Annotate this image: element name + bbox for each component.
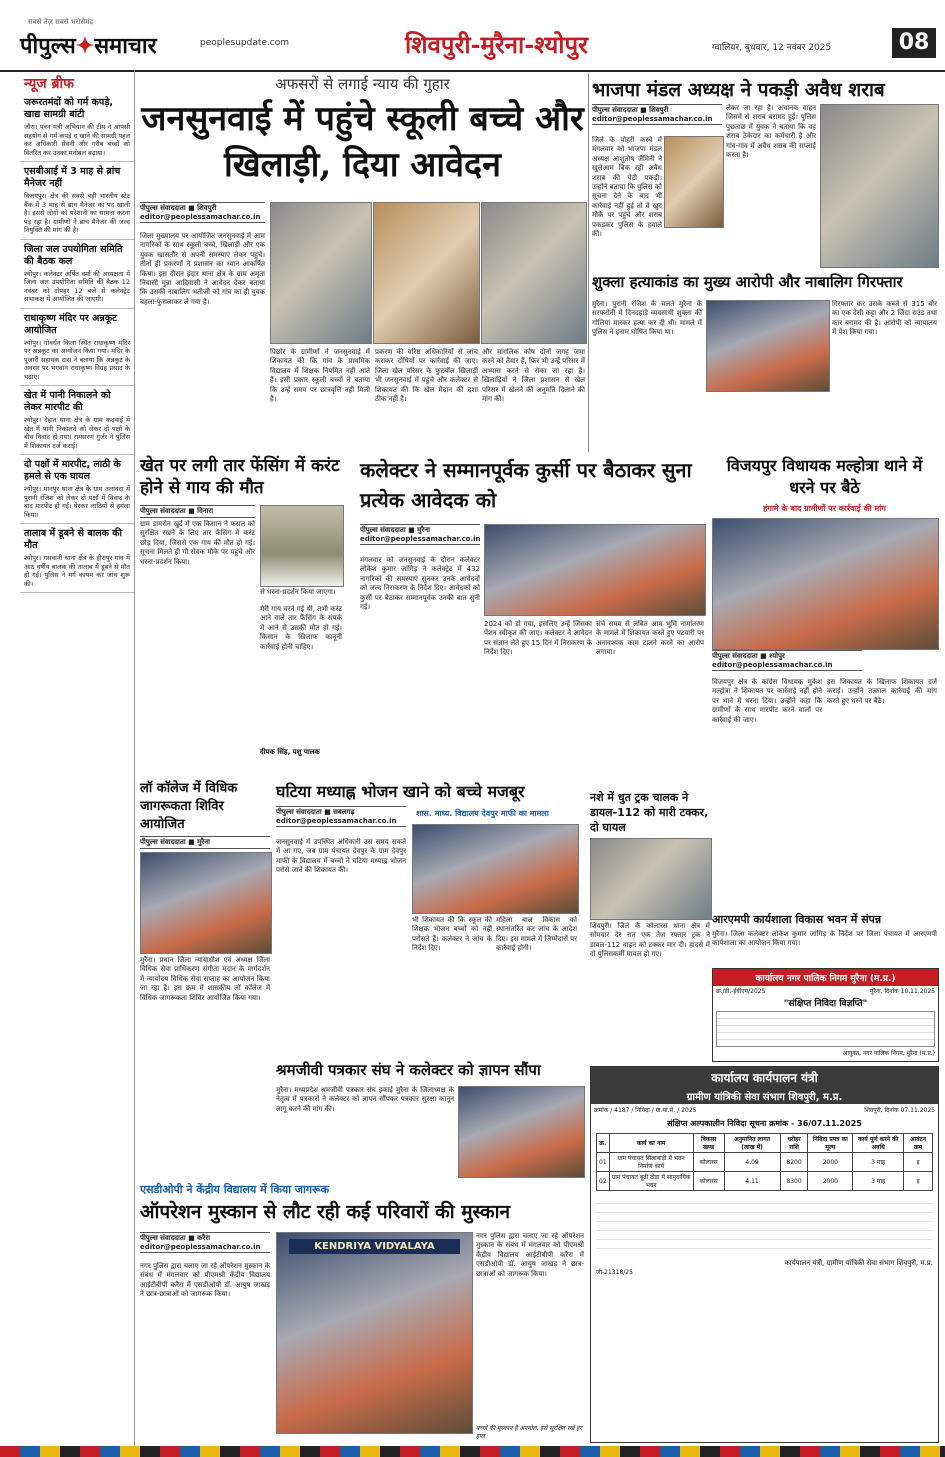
- kv-text-2: नगर पुलिस द्वारा चलाए जा रहे ऑपरेशन मुस्कान के संबंध में मंगलवार को पीएमश्री केंद्रीय विद्यालय आईटीबीपी करैरा में एसडीओपी डॉ. आयुष जाखड़ ने छात्र-छात्राओं को जागरूक किया।: [476, 1232, 584, 1278]
- brief-item-headline: तालाब में डूबने से बालक की मौत: [24, 528, 122, 551]
- brief-item-headline: एसबीआई में 3 माह से ब्रांच मैनेजर नहीं: [24, 166, 121, 189]
- farm-caption: से धरना-प्रदर्शन किया जाएगा।: [260, 588, 336, 596]
- brief-item-headline: जिला जल उपयोगिता समिति की बैठक कल: [24, 243, 123, 267]
- tender-notice-rural: [590, 1066, 939, 1443]
- tender2-table-body: [597, 1153, 933, 1191]
- tender2-conditions: [596, 1195, 933, 1255]
- brief-item: [20, 390, 134, 455]
- tender2-cell: ग्राम पंचायत बूढ़ी टोडा में सामुदायिक भवन: [609, 1172, 693, 1191]
- tender2-cell: 4.09: [724, 1153, 780, 1172]
- kv-footnote: बच्चों की मुस्कान है अनमोल, इसे सुरक्षित रखें हर हाल: [476, 1425, 582, 1440]
- rmp-text: मुरैना। जिला कलेक्टर लोकेश कुमार जांगिड़ के निर्देश पर जिला पंचायत में आरएमपी कार्यशाला का आयोजन किया गया।: [712, 930, 937, 948]
- law-headline: लॉ कॉलेज में विधिक जागरूकता शिविर आयोजित: [140, 781, 238, 832]
- tender1-ref-row: [713, 986, 938, 996]
- bjp-byline: पीपुल्स संवाददाता ■ शिवपुरी editor@peoplessamachar.co.in: [592, 104, 722, 125]
- truck-accident-photo: [590, 838, 712, 920]
- tender2-cell: कोलारस: [693, 1153, 724, 1172]
- collector-text-3: संचे समय से लंबित आम भूमि नामांतरण के मामले में शिकायत करते हुए पटवारी पर अनावश्यक काम टालने करने का आरोप लगाया।: [596, 620, 704, 657]
- collector-text: मंगलवार को जनसुनवाई के दौरान कलेक्टर लोकेश कुमार जांगिड़ ने कलेक्ट्रेट में 432 नागरिकों की समस्याएं सुनकर उनके आवेदनों को जल्द निराकरण के निर्देश दिए। आवेदकों को कुर्सी पर बैठाकर सम्मानपूर्वक उनकी बात सुनी गई।: [360, 556, 480, 612]
- tender2-dept: ग्रामीण यांत्रिकी सेवा संभाग शिवपुरी, म.प्र.: [591, 1088, 938, 1104]
- mla-byline: पीपुल्स संवाददाता ■ श्योपुर editor@peoplessamachar.co.in: [712, 650, 862, 671]
- kv-headline: ऑपरेशन मुस्कान से लौट रही कई परिवारों की मुस्कान: [140, 1201, 511, 1223]
- brief-item-headline: खेत में पानी निकालने को लेकर मारपीट की: [24, 390, 111, 413]
- tender2-cell: 8200: [780, 1153, 808, 1172]
- collector-headline: कलेक्टर ने सम्मानपूर्वक कुर्सी पर बैठाकर सुना प्रत्येक आवेदक को: [360, 458, 692, 512]
- farm-quote: मेरी गाय चरने गई थी, तभी करंट आने वाले तार फैंसिंग के संपर्क में आने से उसकी मौत हो गई। किसान के खिलाफ कानूनी कार्रवाई होनी चाहिए।: [260, 605, 342, 651]
- tender2-cell: इ: [904, 1172, 933, 1191]
- tender2-header-cell: आवंटन क्रम: [904, 1134, 933, 1153]
- collector-byline: पीपुल्स संवाददाता ■ मुरैना editor@peoplessamachar.co.in: [360, 526, 481, 543]
- brief-item-headline: जरूरतमंदों को गर्म कपड़े, खाद्य सामग्री बांटी: [24, 97, 114, 120]
- collector-text-2: 2024 को डो गया, इसलिए उन्हें जिसका पेंशन स्वीकृत की जाए। कलेक्टर ने आवेदन पर संज्ञान लेते हुए 15 दिन में निराकरण के निर्देश दिए।: [484, 620, 592, 657]
- kv-kicker: एसडीओपी ने केंद्रीय विद्यालय में किया जागरूक: [140, 1183, 330, 1196]
- brief-item-text: श्योपुर। कलेक्टर अर्पित वर्मा की अध्यक्षता में जिला जल उपयोगिता समिति की बैठक 12 नवंबर को दोपहर 12 बजे से कलेक्ट्रेट सभाकक्ष में आयोजित की जाएगी।: [24, 269, 130, 303]
- tender2-table: [596, 1133, 933, 1191]
- bjp-text: जिले के पोहरी कस्बे में मंगलवार को भाजपा मंडल अध्यक्ष आशुतोष जैमिनी ने खुलेआम बिक रही अवैध शराब की पेटी पकड़ी। उन्होंने बताया कि पुलिस को सूचना देने के बाद भी कार्रवाई नहीं हुई तो वे खुद मौके पर पहुंचे और शराब पकड़कर पुलिस के हवाले की।: [592, 136, 662, 239]
- newspaper-logo: पीपुल्स✦समाचार: [20, 33, 157, 59]
- lead-photo-kids: [270, 202, 372, 344]
- tender1-table: [716, 1011, 935, 1047]
- tender2-ref-row: [591, 1104, 938, 1116]
- meal-text-2: भी शिकायत की कि स्कूल की शिक्षक भोजन बच्चों को नहीं परोसते हैं। कलेक्टर ने जांच के निर्देश दिए।: [412, 916, 492, 953]
- lead-photo-applicants: [481, 202, 587, 344]
- meal-text-3: महिला बाल विकास को स्थानांतरित कर जांच के आदेश दिए। इस मामले में जिम्मेदारों पर कार्रवाई होगी।: [496, 916, 577, 953]
- lead-text-2: पिछोर के ग्रामीणों ने जनसुनवाई में शिकायत की कि गांव के प्राथमिक विद्यालय में शिक्षक नियमित नहीं आते हैं। इसी प्रकार स्कूली बच्चों ने बताया कि उन्हें समय पर छात्रवृत्ति नहीं मिली है।: [270, 348, 370, 404]
- tender1-ref: क्र./डी.-ईवीएम/2025: [716, 988, 766, 995]
- lead-kicker: अफसरों से लगाई न्याय की गुहार: [275, 75, 450, 93]
- tender2-header-cell: कार्य का नाम: [609, 1134, 693, 1153]
- kv-sign: KENDRIYA VIDYALAYA: [289, 1239, 460, 1254]
- farm-cow-photo: [260, 505, 344, 587]
- brief-item-text: श्योपुर। मानपुर थाना क्षेत्र के ग्राम तलावदा में पुरानी रंजिश को लेकर दो पक्षों में विवाद के बाद मारपीट हो गई। घेरकर लाठियों से हमला किया।: [24, 485, 130, 519]
- journalist-text: मुरैना। मध्यप्रदेश श्रमजीवी पत्रकार संघ इकाई मुरैना के जिलाध्यक्ष के नेतृत्व में पत्रकारों ने कलेक्टर को ज्ञापन सौंपकर पत्रकार सुरक्षा कानून लागू करने की मांग की।: [276, 1086, 454, 1113]
- bjp-headline: भाजपा मंडल अध्यक्ष ने पकड़ी अवैध शराब: [592, 79, 885, 101]
- brief-item-headline: राधाकृष्ण मंदिर पर अन्नकूट आयोजित: [24, 312, 117, 336]
- news-brief-list: [20, 97, 134, 593]
- tender2-jd: जी-21318/25: [596, 1269, 633, 1276]
- tender2-cell: ग्राम पंचायत सिलाबाड़ी में भवन निर्माण कार्य: [609, 1153, 693, 1172]
- tender2-header-cell: विकास खण्ड: [693, 1134, 724, 1153]
- tender2-cell: 01: [597, 1153, 610, 1172]
- tender2-cell: 3 माह: [853, 1172, 904, 1191]
- brief-item-text: जौरा। पवन मंत्री अभियान की टीम ने आपसी सहयोग से गर्म कपड़े व खाने की सामग्री पहल कर अधिकारी सेवनी और गरीब बच्चों को वितरित कर उनका मनोबल बढ़ाया।: [24, 123, 130, 157]
- bjp-president-photo: [664, 136, 724, 228]
- law-text: मुरैना। प्रधान जिला न्यायाधीश एवं अध्यक्ष जिला विधिक सेवा प्राधिकरण संगीता मदान के मार्गदर्शन में न्यायोदय विधिक सेवा सप्ताह का आयोजन किया जा रहा है। इस क्रम में शासकीय लॉ कॉलेज में विधिक जागरूकता शिविर आयोजित किया गया।: [140, 956, 270, 1002]
- tender2-header-cell: अनुमानित लागत (लाख में): [724, 1134, 780, 1153]
- kv-school-photo: [276, 1232, 473, 1434]
- region-title: शिवपुरी-मुरैना-श्योपुर: [405, 30, 588, 59]
- law-camp-photo: [140, 852, 272, 954]
- tender2-row: [597, 1172, 933, 1191]
- rmp-headline: आरएमपी कार्यशाला विकास भवन में संपन्न: [712, 913, 882, 926]
- tender2-header-cell: क्र.: [597, 1134, 610, 1153]
- mla-text-2: इस शिकायत के खिलाफ शिकायत दर्ज कराई। उन्होंने तत्काल कार्रवाई की मांग करते हुए धरने पर बैठे।: [827, 678, 937, 705]
- tender1-footer: आयुक्त, नगर पालिक निगम, मुरैना (म.प्र.): [842, 1050, 935, 1057]
- tender2-header-cell: कार्य पूर्ण करने की अवधि: [853, 1134, 904, 1153]
- mla-subheadline: हंगामे के बाद ग्रामीणों पर कार्रवाई की मांग: [763, 504, 886, 513]
- tender2-header-cell: निविदा प्रपत्र का मूल्य: [808, 1134, 853, 1153]
- brief-item: [20, 166, 134, 240]
- journalist-headline: श्रमजीवी पत्रकार संघ ने कलेक्टर को ज्ञापन सौंपा: [276, 1061, 541, 1079]
- mla-protest-photo: [712, 518, 939, 650]
- tender2-cell: 02: [597, 1172, 610, 1191]
- dateline: ग्वालियर, बुधवार, 12 नवंबर 2025: [712, 43, 832, 53]
- footer-color-strip: [0, 1446, 945, 1457]
- brief-item: [20, 459, 134, 524]
- logo-separator: ✦: [75, 33, 95, 59]
- tender2-cell: इ: [904, 1153, 933, 1172]
- tender1-date: मुरैना, दिनांक 10.11.2025: [869, 988, 935, 995]
- meal-text: जनसुनवाई में उपस्थित अधिकारी उस समय सकते में आ गए, जब ग्राम पंचायत देवपुर के ग्राम देवपुर माफी के विद्यालय में बच्चों ने घटिया मध्याह्न भोजन परोसे जाने की शिकायत की।: [276, 838, 406, 875]
- farm-text: ग्राम डामरोन खुर्द में एक किसान ने फसल को सुरक्षित रखने के लिए तार फेंसिंग में करंट छोड़ दिया, जिससे एक गाय की मौत हो गई। सूचना मिलते ही गौ सेवक मौके पर पहुंचे और धरना-प्रदर्शन किया।: [140, 520, 255, 566]
- news-brief-column: [20, 70, 135, 1450]
- collector-hearing-photo: [484, 524, 706, 616]
- shukla-arrest-photo: [706, 300, 830, 392]
- farm-quote-by: दीपक सिंह, पशु पालक: [260, 748, 320, 756]
- tender2-cell: 2000: [808, 1153, 853, 1172]
- tender2-title: संक्षिप्त अल्पकालीन निविदा सूचना क्रमांक - 36/07.11.2025: [667, 1119, 862, 1128]
- tagline: सबसे तेज़ सबसे भरोसेमंद: [28, 18, 94, 26]
- brief-item-text: विजयपुर। क्षेत्र की सबसे बड़ी भारतीय स्टेट बैंक में 3 माह से ब्रांच मैनेजर का पद खाली है। इससे लोगों को परेशानी का सामना करना पड़ रहा है। ग्रामीणों ने ब्रांच मैनेजर की जल्द नियुक्ति की मांग की है।: [24, 192, 130, 234]
- tender2-cell: 3 माह: [853, 1153, 904, 1172]
- lead-text: जिला मुख्यालय पर आयोजित जनसुनवाई में आम नागरिकों के साथ स्कूली बच्चे, खिलाड़ी और एक युवक खासतौर से अपनी समस्याएं लेकर पहुंचे। तीनों ही प्रकरणों ने प्रशासन का ध्यान आकर्षित किया। इस दौरान इंदार थाना क्षेत्र के ग्राम अमृता निवासी मुन्ना आदिवासी ने आवेदन देकर बताया कि उसकी नाबालिग भतीजी को गांव का ही युवक बहला-फुसलाकर ले गया है।: [140, 232, 265, 306]
- meal-subheadline: शास. माध्य. विद्यालय देवपुर माफी का मामला: [416, 809, 549, 818]
- shukla-text: मुरैना। पुरानी रंजिश के चलते मुरैना के सरफरोनी में दिनदहाड़े व्यवसायी शुक्ला की गोलियां मारकर हत्या कर दी थी। मामले में पुलिस ने इनाम घोषित किया था।: [592, 300, 702, 337]
- kv-byline: पीपुल्स संवाददाता ■ करैरा editor@peoplessamachar.co.in: [140, 1232, 270, 1253]
- lead-photo-players: [373, 202, 480, 344]
- lead-text-4: और मांगलिक कोष दोनों जगह जमा करने को तैयार हैं, फिर भी उन्हें परिसर में अभ्यास करने से रोका जा रहा है। खिलाड़ियों ने जिला प्रशासन से खेल परिसर में खेलने की अनुमति दिलाने की मांग की।: [482, 348, 585, 404]
- shukla-text-2: गिरफ्तार कर उसके कब्जे से 315 बोर का एक देसी कट्टा और 2 जिंदा राउंड तथा कार बरामद की है। आरोपी को न्यायालय में पेश किया गया।: [832, 300, 937, 337]
- brief-item-text: श्योपुर। गोवर्धन किला स्थित राधाकृष्ण मंदिर पर अन्नकूट का आयोजन किया गया। मंदिर के पुजारी सहायक दास ने बताया कि अन्नकूट के अवसर पर भगवान राधाकृष्ण विग्रह प्रसाद के चढ़ाए।: [24, 338, 130, 381]
- brief-item: [20, 313, 134, 387]
- brief-item: [20, 244, 134, 309]
- tender2-ref: क्रमांक / 4187 / निविदा / ग्रा.या.से. / 2025: [594, 1107, 697, 1114]
- tender2-cell: 2000: [808, 1172, 853, 1191]
- tender2-header-cell: धरोहर राशि: [780, 1134, 808, 1153]
- tender1-title: "संक्षिप्त निविदा विज्ञप्ति": [783, 999, 868, 1009]
- tender2-row: [597, 1153, 933, 1172]
- website: peoplesupdate.com: [200, 38, 289, 48]
- tender-notice-municipal: [712, 968, 939, 1062]
- tender1-office: कार्यालय नगर पालिक निगम मुरैना (म.प्र.): [713, 969, 938, 986]
- bjp-text-2: लेकर जा रहा है। अचानक वाहन जिसमें से शराब बरामद हुई। पुलिस पुछताछ में युवक ने बताया कि वह शराब ठेकेदार का कर्मचारी है और गांव-गांव में अवैध शराब की सप्लाई करता है।: [726, 104, 816, 160]
- truck-text: शिवपुरी। जिले के कोलारस थाना क्षेत्र में सोमवार देर रात एक तेज रफ्तार ट्रक ने डायल-112 वाहन को टक्कर मार दी। हादसे में दो पुलिसकर्मी घायल हो गए।: [590, 922, 710, 959]
- brief-item-text: श्योपुर। गसवानी थाना क्षेत्र के हीरापुर गांव में आठ वर्षीय बालक की तालाब में डूबने से मौत हो गई। पुलिस ने मर्ग कायम कर जांच शुरू की।: [24, 554, 130, 588]
- tender2-cell: 8300: [780, 1172, 808, 1191]
- tender2-office: कार्यालय कार्यपालन यंत्री: [591, 1067, 938, 1088]
- tender2-cell: कोलारस: [693, 1172, 724, 1191]
- lead-headline: जनसुनवाई में पहुंचे स्कूली बच्चे और खिलाड़ी, दिया आवेदन: [141, 99, 584, 185]
- farm-byline: पीपुल्स संवाददाता ■ दिनारा: [140, 505, 255, 518]
- column-divider: [588, 74, 589, 452]
- bjp-liquor-photo: [820, 104, 939, 268]
- brief-item-headline: दो पक्षों में मारपीट, लाठी के हमले से एक घायल: [24, 459, 121, 482]
- lead-text-3: प्रकरण की वरिष्ठ अधिकारियों से जांच कराकर दोषियों पर कार्रवाई की जाए। जिला खेल परिसर के फुटबॉल खिलाड़ी भी जनसुनवाई में पहुंचे और कलेक्टर से शिकायत की कि खेल मैदान की दशा ठीक नहीं है।: [375, 348, 478, 404]
- mla-text: विजयपुर क्षेत्र के कांग्रेस विधायक मुकेश मल्होत्रा ने शिकायत पर कार्रवाई नहीं होने पर थाने में धरना दिया। उन्होंने कहा कि ग्रामीणों के साथ मारपीट करने वालों पर कार्रवाई की जाए।: [712, 678, 822, 724]
- tender2-table-header: [597, 1134, 933, 1153]
- lead-byline: पीपुल्स संवाददाता ■ शिवपुरी editor@peoplessamachar.co.in: [140, 202, 265, 223]
- mla-headline: विजयपुर विधायक मल्होत्रा थाने में धरने पर बैठे: [726, 456, 923, 497]
- tender2-signature: कार्यपालन यंत्री, ग्रामीण यांत्रिकी सेवा संभाग शिवपुरी, म.प्र.: [784, 1259, 933, 1267]
- tender2-date: शिवपुरी, दिनांक 07.11.2025: [864, 1107, 935, 1114]
- news-brief-title: न्यूज ब्रीफ: [24, 76, 74, 92]
- journalist-memo-photo: [458, 1086, 585, 1178]
- meal-meeting-photo: [412, 824, 579, 914]
- brief-item: [20, 528, 134, 593]
- meal-byline: पीपुल्स संवाददाता ■ सबलगढ़ editor@peoplessamachar.co.in: [276, 806, 406, 827]
- tender2-cell: 4.11: [724, 1172, 780, 1191]
- shukla-headline: शुक्ला हत्याकांड का मुख्य आरोपी और नाबालिग गिरफ्तार: [592, 273, 903, 291]
- brief-item-text: श्योपुर। देहात थाना क्षेत्र के ग्राम कदवाई में खेत में पानी निकालने को लेकर दो पक्षों के बीच विवाद हो गया। रामसरण गुर्जर ने पुलिस में शिकायत दर्ज कराई।: [24, 416, 130, 450]
- page-number: 08: [892, 28, 936, 58]
- law-byline: पीपुल्स संवाददाता ■ मुरैना: [140, 836, 270, 849]
- brief-item: [20, 97, 134, 162]
- truck-headline: नशे में धुत ट्रक चालक ने डायल-112 को मारी टक्कर, दो घायल: [590, 791, 709, 834]
- meal-headline: घटिया मध्याह्न भोजन खाने को बच्चे मजबूर: [276, 782, 525, 801]
- kv-text: नगर पुलिस द्वारा चलाए जा रहे ऑपरेशन मुस्कान के संबंध में मंगलवार को पीएमश्री केंद्रीय विद्यालय आईटीबीपी करैरा में एसडीओपी डॉ. आयुष जाखड़ ने छात्र-छात्राओं को जागरूक किया।: [140, 1262, 270, 1299]
- farm-headline: खेत पर लगी तार फेंसिंग में करंट होने से गाय की मौत: [140, 456, 340, 498]
